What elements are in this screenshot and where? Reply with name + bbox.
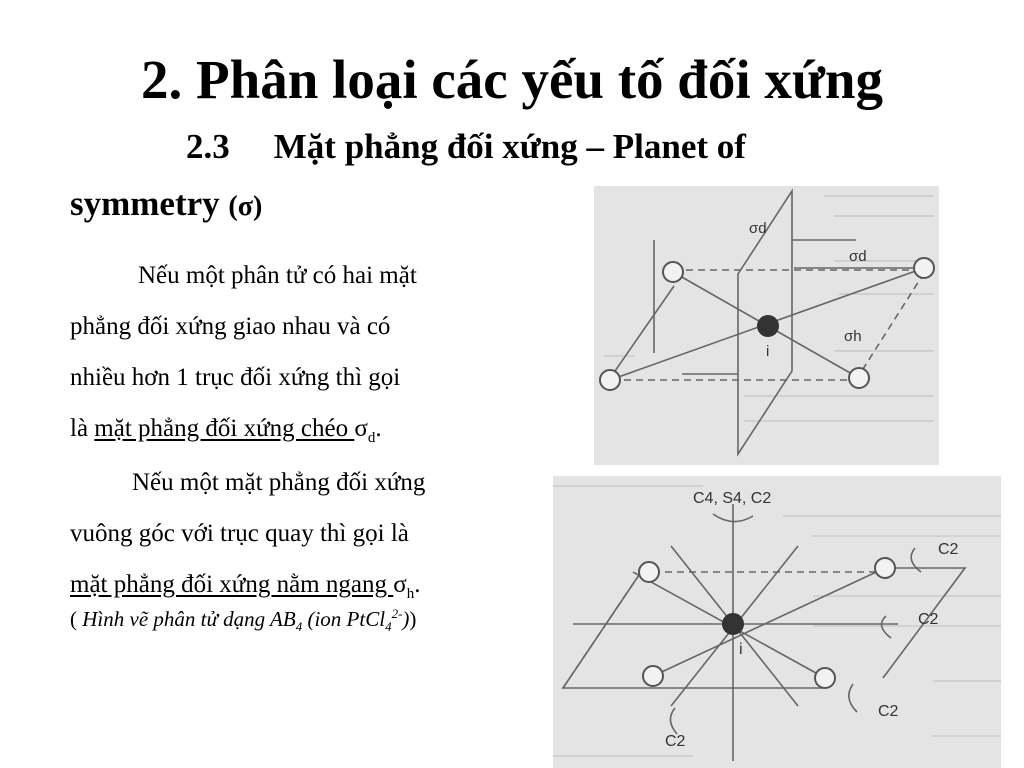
term-horizontal-plane: mặt phẳng đối xứng nằm ngang: [70, 571, 394, 598]
sigma-d-subscript: d: [367, 430, 376, 446]
central-atom: [758, 316, 778, 336]
note-text: Hình vẽ phân tử dạng $AB_4$ (ion PtCl$_4^{2-}$): [82, 606, 410, 635]
period: .: [375, 415, 382, 442]
slide-title: 2. Phân loại các yếu tố đối xứng: [141, 49, 883, 110]
sigma-h-symbol: σ: [393, 571, 407, 598]
figure-note: ( Hình vẽ phân tử dạng $AB_4$ (ion PtCl$_4^{2-}$)): [70, 606, 417, 635]
label-sigma-d-2: σd: [849, 248, 867, 265]
section-title: Mặt phẳng đối xứng – Planet of: [273, 127, 746, 166]
label-center: i: [766, 343, 770, 360]
text-line: Nếu một mặt phẳng đối xứng: [132, 469, 426, 496]
section-heading-line2: [70, 184, 262, 224]
text-prefix: là: [70, 415, 95, 442]
label-c2-d: C2: [665, 733, 686, 750]
period: .: [414, 571, 421, 598]
text-line: phẳng đối xứng giao nhau và có: [70, 313, 391, 340]
section-number: 2.3: [186, 127, 230, 166]
text-line: [70, 403, 417, 464]
section-title-cont: symmetry: [70, 184, 220, 223]
term-diagonal-plane: mặt phẳng đối xứng chéo: [94, 415, 355, 442]
sigma-symbol: (σ): [228, 191, 263, 222]
label-c2-b: C2: [918, 611, 939, 628]
sigma-h-subscript: h: [406, 586, 415, 602]
figure-horizontal-plane: [553, 476, 1001, 768]
section-heading: [186, 127, 746, 167]
label-c2-a: C2: [938, 541, 959, 558]
label-sigma-h: σh: [844, 328, 862, 345]
label-axes: C4, S4, C2: [693, 490, 772, 507]
label-sigma-d-1: σd: [749, 220, 767, 237]
paragraph-horizontal-plane: [70, 457, 425, 620]
text-line: vuông góc với trục quay thì gọi là: [70, 520, 409, 547]
text-line: Nếu một phân tử có hai mặt: [138, 262, 417, 289]
figure-diagonal-planes: [594, 186, 939, 465]
label-c2-c: C2: [878, 703, 899, 720]
sigma-d-symbol: σ: [354, 415, 368, 442]
text-line: nhiều hơn 1 trục đối xứng thì gọi: [70, 364, 401, 391]
label-center: i: [739, 641, 743, 658]
central-atom: [723, 614, 743, 634]
paragraph-diagonal-plane: [70, 250, 417, 464]
